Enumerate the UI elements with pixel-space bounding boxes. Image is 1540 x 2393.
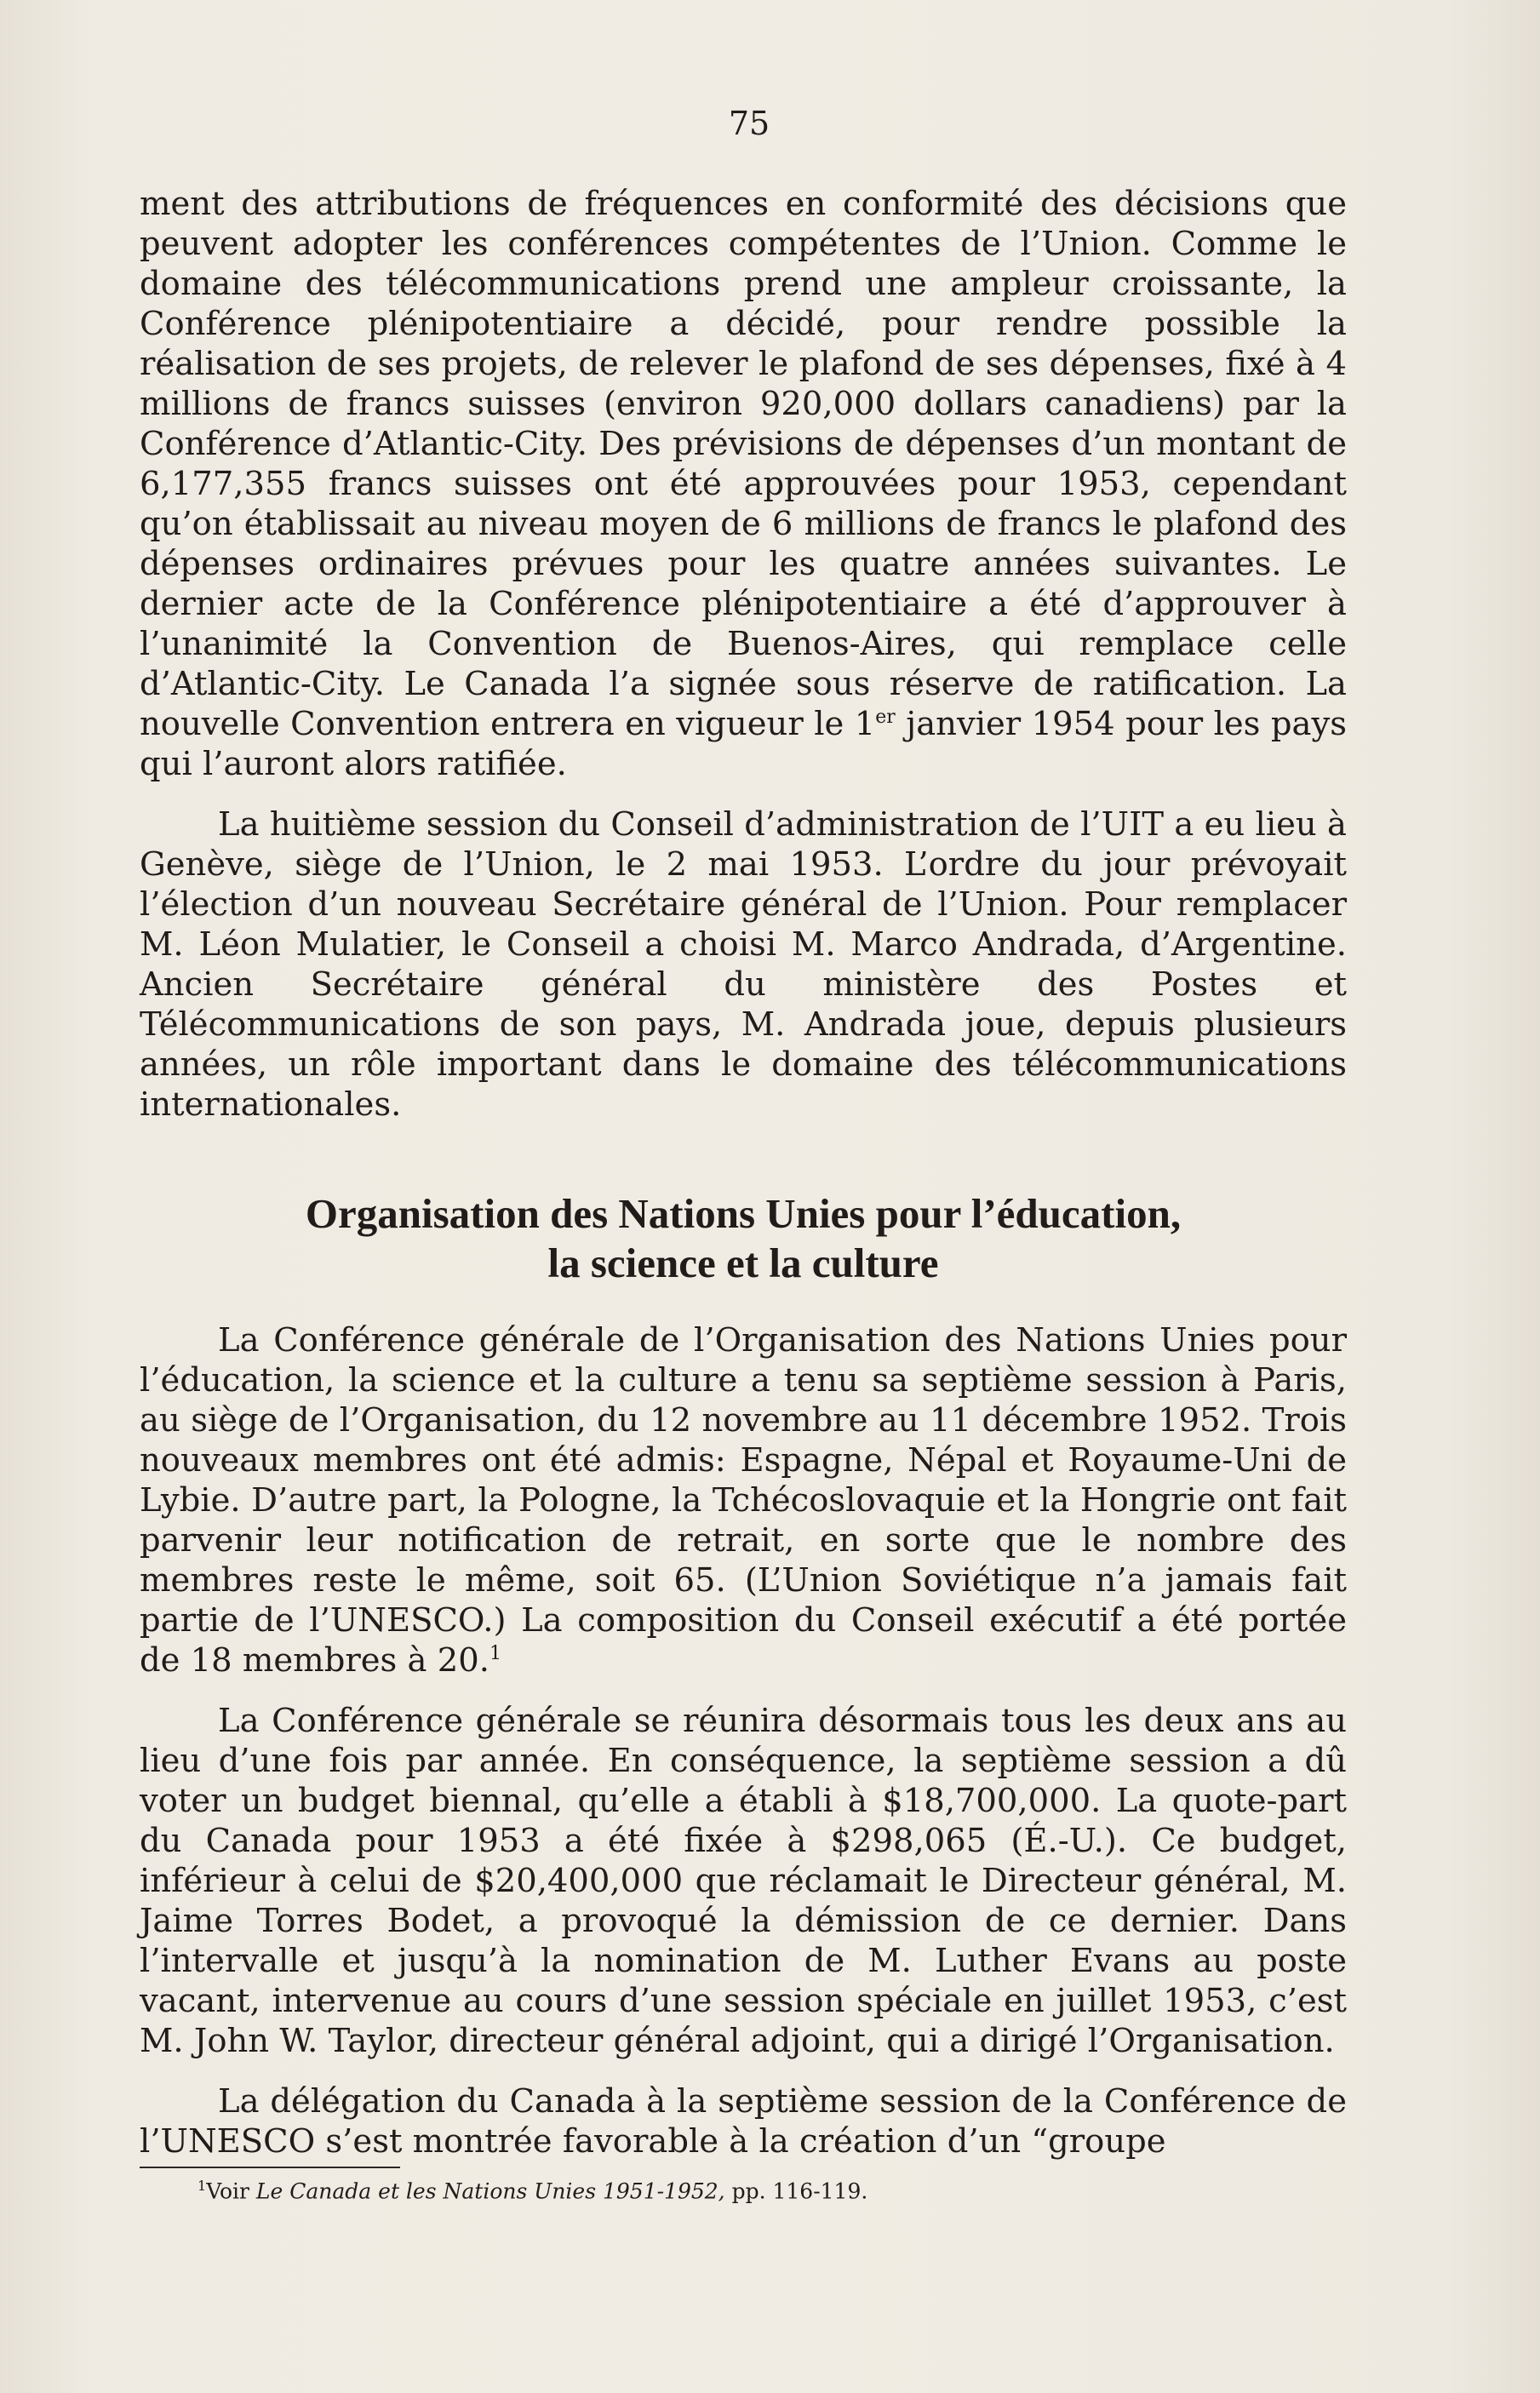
footnote-prefix: Voir bbox=[206, 2178, 256, 2204]
footnote-marker: 1 bbox=[489, 1643, 501, 1665]
section-heading bbox=[140, 1189, 1347, 1288]
paragraph-unesco-delegation: La délégation du Canada à la septième session de la Conférence de l’UNESCO s’est montrée favorable à la création d’un “groupe bbox=[140, 2082, 1347, 2161]
page-number: 75 bbox=[728, 105, 770, 142]
paragraph-text: ment des attributions de fréquences en conformité des décisions que peuvent adopter les conférences compétentes de l’Union. Comme le domaine des télécommunications prend une ampleur croissante, la Conférence plénipotentiaire a décidé, pour rendre possible la réalisation de ses projets, de relever le plafond de ses dépenses, fixé à 4 millions de francs suisses (environ 920,000 dollars canadiens) par la Conférence d’Atlantic-City. Des prévisions de dépenses d’un montant de 6,177,355 francs suisses ont été approuvées pour 1953, cependant qu’on établissait au niveau moyen de 6 millions de francs le plafond des dépenses ordinaires prévues pour les quatre années suivantes. Le dernier acte de la Conférence plénipotentiaire a été d’approuver à l’unanimité la Convention de Buenos-Aires, qui remplace celle d’Atlantic-City. Le Canada l’a signée sous réserve de ratification. La nouvelle Convention entrera en vigueur le 1 bbox=[140, 185, 1347, 743]
superscript-er: er bbox=[875, 707, 896, 729]
footnote bbox=[198, 2173, 867, 2205]
body-text bbox=[140, 184, 1347, 2161]
paragraph-text-end: janvier 1954 pour les pays qui l’auront alors ratifiée. bbox=[140, 705, 1347, 783]
footnote-divider bbox=[140, 2167, 400, 2168]
paragraph-text: La Conférence générale de l’Organisation des Nations Unies pour l’éducation, la science et la culture a tenu sa septième session à Paris, au siège de l’Organisation, du 12 novembre au 11 décembre 1952. Trois nouveaux membres ont été admis: Espagne, Népal et Royaume-Uni de Lybie. D’autre part, la Pologne, la Tchécoslovaquie et la Hongrie ont fait parvenir leur notification de retrait, en sorte que le nombre des membres reste le même, soit 65. (L’Union Soviétique n’a jamais fait partie de l’UNESCO.) La composition du Conseil exécutif a été portée de 18 membres à 20. bbox=[140, 1321, 1347, 1680]
footnote-title: Le Canada et les Nations Unies 1951-1952, bbox=[255, 2178, 725, 2204]
heading-line-2: la science et la culture bbox=[547, 1239, 939, 1286]
heading-line-1: Organisation des Nations Unies pour l’éducation, bbox=[305, 1190, 1182, 1237]
footnote-pages: pp. 116-119. bbox=[724, 2178, 868, 2204]
paragraph-unesco-session bbox=[140, 1320, 1347, 1680]
footnote-ref: 1 bbox=[198, 2178, 207, 2194]
paragraph-itu-council: La huitième session du Conseil d’administration de l’UIT a eu lieu à Genève, siège de l’Union, le 2 mai 1953. L’ordre du jour prévoyait l’élection d’un nouveau Secrétaire général de l’Union. Pour remplacer M. Léon Mulatier, le Conseil a choisi M. Marco Andrada, d’Argentine. Ancien Secrétaire général du ministère des Postes et Télécommunications de son pays, M. Andrada joue, depuis plusieurs années, un rôle important dans le domaine des télécommunications internationales. bbox=[140, 805, 1347, 1124]
paragraph-itu-budget bbox=[140, 184, 1347, 784]
paragraph-unesco-budget: La Conférence générale se réunira désormais tous les deux ans au lieu d’une fois par année. En conséquence, la septième session a dû voter un budget biennal, qu’elle a établi à $18,700,000. La quote-part du Canada pour 1953 a été fixée à $298,065 (É.-U.). Ce budget, inférieur à celui de $20,400,000 que réclamait le Directeur général, M. Jaime Torres Bodet, a provoqué la démission de ce dernier. Dans l’intervalle et jusqu’à la nomination de M. Luther Evans au poste vacant, intervenue au cours d’une session spéciale en juillet 1953, c’est M. John W. Taylor, directeur général adjoint, qui a dirigé l’Organisation. bbox=[140, 1702, 1347, 2060]
